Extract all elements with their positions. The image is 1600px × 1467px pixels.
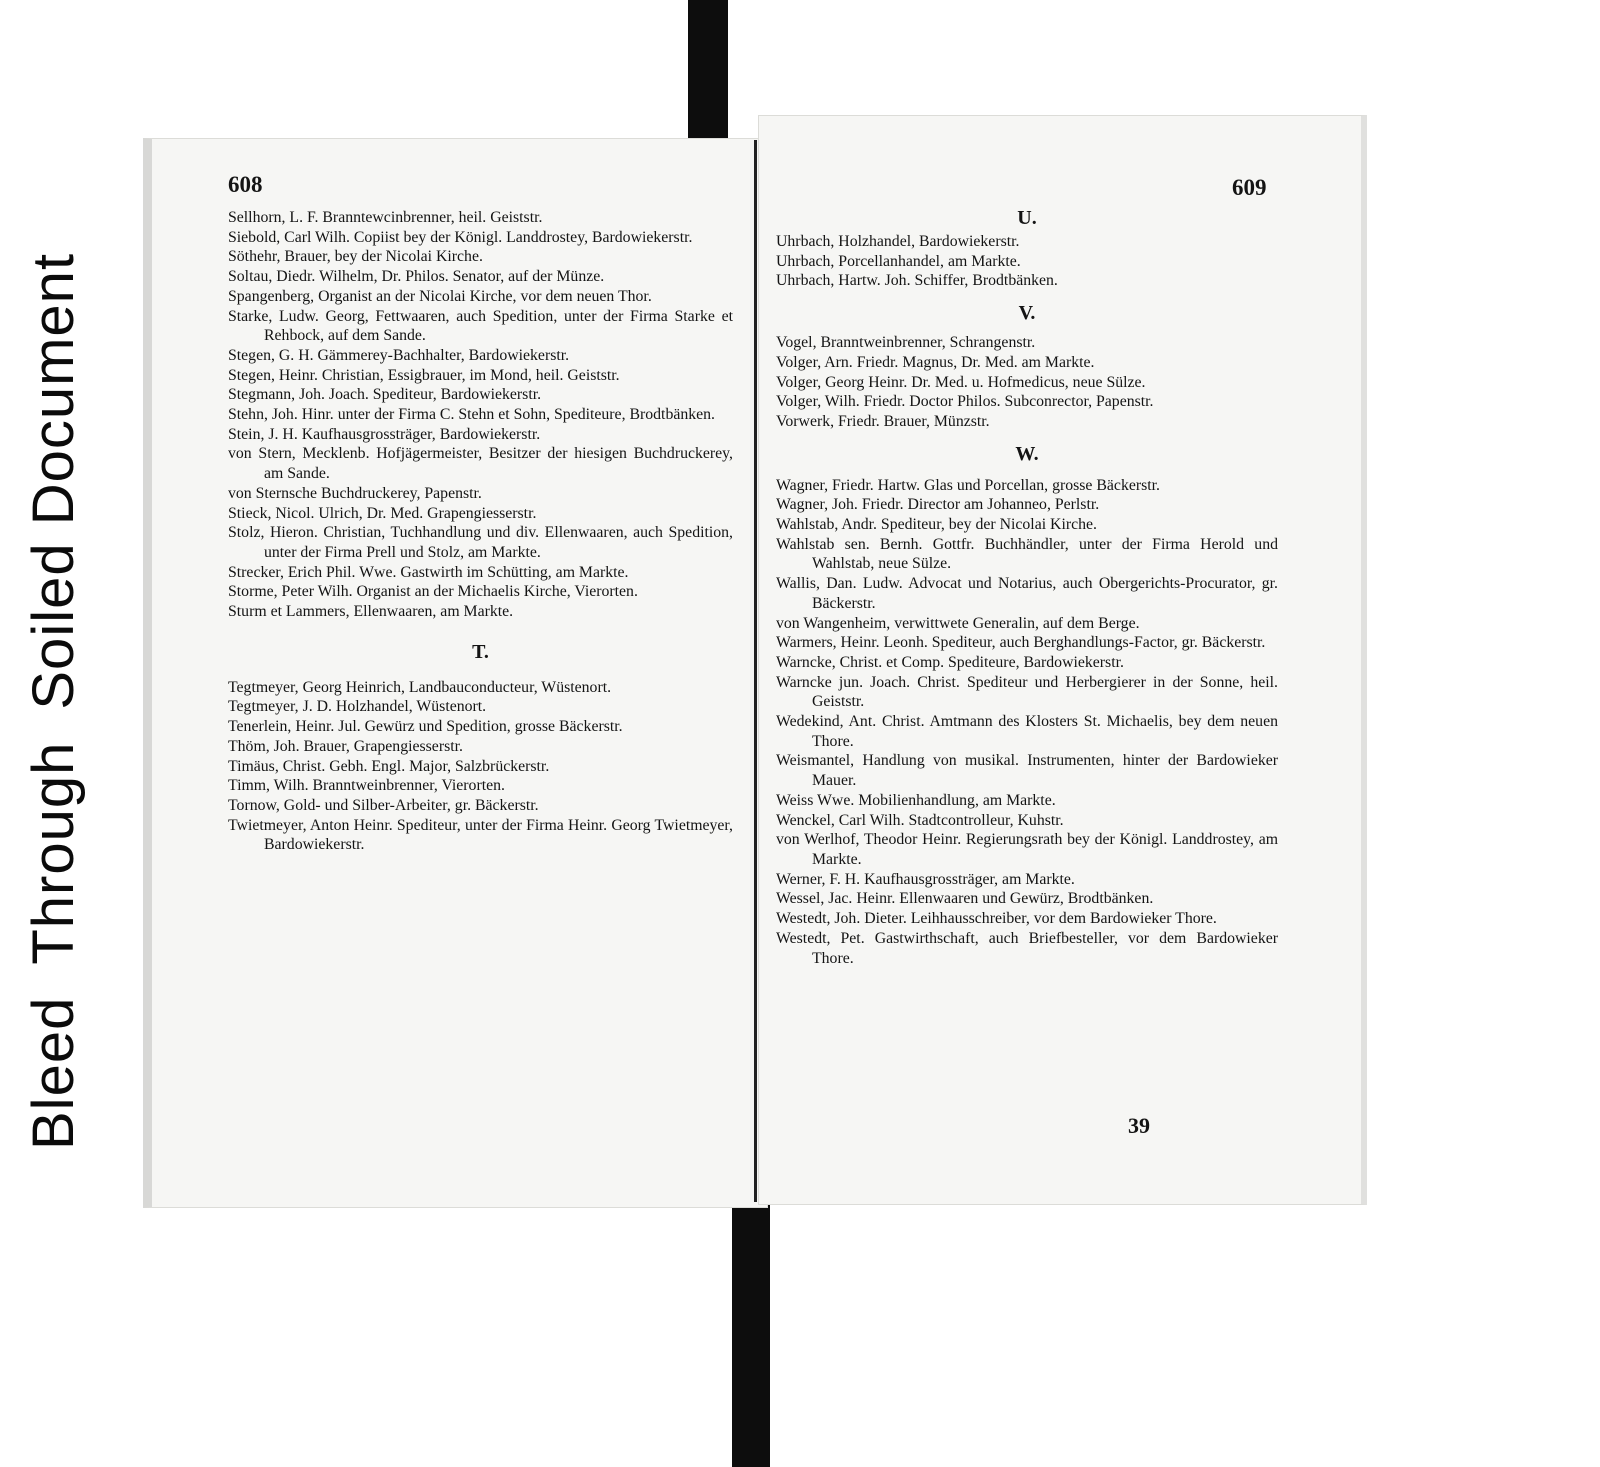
stamp-bleed: Bleed	[21, 996, 86, 1150]
signature-mark: 39	[1128, 1113, 1150, 1138]
directory-entry: Storme, Peter Wilh. Organist an der Michaelis Kirche, Vierorten.	[228, 583, 638, 601]
directory-entry: Stieck, Nicol. Ulrich, Dr. Med. Grapengiesserstr.	[228, 504, 537, 522]
entries-w	[776, 476, 1278, 969]
section-letter-u: U.	[1017, 207, 1037, 229]
directory-entry: Warncke jun. Joach. Christ. Spediteur und Herbergierer in der Sonne, heil. Geiststr.	[776, 673, 1278, 711]
directory-entry: Werner, F. H. Kaufhausgrossträger, am Markte.	[776, 870, 1075, 888]
spine-shadow-top	[688, 0, 728, 145]
directory-entry: Westedt, Pet. Gastwirthschaft, auch Briefbesteller, vor dem Bardowieker Thore.	[776, 929, 1278, 967]
section-letter-v: V.	[1018, 302, 1036, 325]
section-letter-t: T.	[472, 640, 489, 663]
directory-entry: Stolz, Hieron. Christian, Tuchhandlung und div. Ellenwaaren, auch Spedition, unter der Firma Prell und Stolz, am Markte.	[228, 524, 733, 561]
right-page-number: 609	[1232, 175, 1267, 200]
directory-entry: Vogel, Branntweinbrenner, Schrangenstr.	[776, 334, 1036, 352]
directory-entry: Volger, Arn. Friedr. Magnus, Dr. Med. am Markte.	[776, 353, 1095, 371]
directory-entry: Tenerlein, Heinr. Jul. Gewürz und Spedition, grosse Bäckerstr.	[228, 718, 623, 736]
directory-entry: Weismantel, Handlung von musikal. Instrumenten, hinter der Bardowieker Mauer.	[776, 752, 1278, 790]
directory-entry: Westedt, Joh. Dieter. Leihhausschreiber, vor dem Bardowieker Thore.	[776, 910, 1217, 928]
directory-entry: Spangenberg, Organist an der Nicolai Kirche, vor dem neuen Thor.	[228, 287, 652, 305]
directory-entry: Volger, Wilh. Friedr. Doctor Philos. Subconrector, Papenstr.	[776, 393, 1154, 411]
directory-entry: von Stern, Mecklenb. Hofjägermeister, Besitzer der hiesigen Buchdruckerey, am Sande.	[228, 445, 733, 483]
directory-entry: Wessel, Jac. Heinr. Ellenwaaren und Gewürz, Brodtbänken.	[776, 890, 1154, 908]
directory-entry: Uhrbach, Porcellanhandel, am Markte.	[776, 252, 1021, 270]
book-gutter	[754, 140, 757, 1202]
entries-u	[776, 232, 1278, 291]
directory-entry: Warncke, Christ. et Comp. Spediteure, Bardowiekerstr.	[776, 653, 1124, 671]
directory-entry: Stegen, G. H. Gämmerey-Bachhalter, Bardowiekerstr.	[228, 346, 570, 364]
directory-entry: von Sternsche Buchdruckerey, Papenstr.	[228, 484, 482, 502]
directory-entry: Tegtmeyer, Georg Heinrich, Landbauconducteur, Wüstenort.	[228, 678, 612, 696]
scanner-stamp	[20, 221, 87, 1150]
directory-entry: Timm, Wilh. Branntweinbrenner, Vierorten.	[228, 777, 505, 795]
directory-entry: Weiss Wwe. Mobilienhandlung, am Markte.	[776, 791, 1056, 809]
directory-entry: Wallis, Dan. Ludw. Advocat und Notarius, auch Obergerichts-Procurator, gr. Bäckerstr.	[776, 575, 1278, 612]
directory-entry: Uhrbach, Holzhandel, Bardowiekerstr.	[776, 233, 1020, 250]
entries-s	[228, 208, 733, 622]
directory-entry: Wedekind, Ant. Christ. Amtmann des Klosters St. Michaelis, bey dem neuen Thore.	[776, 713, 1278, 750]
directory-entry: Wagner, Friedr. Hartw. Glas und Porcellan, grosse Bäckerstr.	[776, 476, 1160, 494]
directory-entry: Sellhorn, L. F. Branntewcinbrenner, heil. Geiststr.	[228, 209, 543, 226]
directory-entry: von Werlhof, Theodor Heinr. Regierungsrath bey der Königl. Landdrostey, am Markte.	[776, 831, 1278, 868]
directory-entry: Twietmeyer, Anton Heinr. Spediteur, unter der Firma Heinr. Georg Twietmeyer, Bardowiekerstr.	[228, 816, 733, 854]
left-page-text	[228, 208, 733, 855]
directory-entry: Thöm, Joh. Brauer, Grapengiesserstr.	[228, 737, 463, 755]
directory-entry: Tegtmeyer, J. D. Holzhandel, Wüstenort.	[228, 698, 487, 716]
directory-entry: Siebold, Carl Wilh. Copiist bey der Königl. Landdrostey, Bardowiekerstr.	[228, 228, 693, 246]
stamp-soiled-document: Soiled Document	[21, 252, 86, 710]
directory-entry: Tornow, Gold- und Silber-Arbeiter, gr. Bäckerstr.	[228, 796, 539, 814]
directory-entry: Wenckel, Carl Wilh. Stadtcontrolleur, Kuhstr.	[776, 811, 1064, 829]
right-page-text	[776, 207, 1278, 968]
entries-v	[776, 333, 1278, 432]
directory-entry: Söthehr, Brauer, bey der Nicolai Kirche.	[228, 248, 483, 266]
directory-entry: Timäus, Christ. Gebh. Engl. Major, Salzbrückerstr.	[228, 757, 550, 775]
left-page-number: 608	[228, 172, 263, 197]
stamp-through: Through	[21, 741, 86, 965]
section-letter-w: W.	[1015, 442, 1039, 465]
directory-entry: von Wangenheim, verwittwete Generalin, auf dem Berge.	[776, 614, 1140, 632]
directory-entry: Starke, Ludw. Georg, Fettwaaren, auch Spedition, unter der Firma Starke et Rehbock, auf dem Sande.	[228, 307, 733, 345]
spine-shadow-bottom	[732, 1198, 770, 1467]
directory-entry: Uhrbach, Hartw. Joh. Schiffer, Brodtbänken.	[776, 272, 1058, 290]
directory-entry: Wagner, Joh. Friedr. Director am Johanneo, Perlstr.	[776, 496, 1100, 514]
directory-entry: Stein, J. H. Kaufhausgrossträger, Bardowiekerstr.	[228, 425, 541, 443]
directory-entry: Wahlstab, Andr. Spediteur, bey der Nicolai Kirche.	[776, 516, 1097, 534]
entries-t	[228, 678, 733, 855]
directory-entry: Volger, Georg Heinr. Dr. Med. u. Hofmedicus, neue Sülze.	[776, 373, 1146, 391]
directory-entry: Warmers, Heinr. Leonh. Spediteur, auch Berghandlungs-Factor, gr. Bäckerstr.	[776, 634, 1266, 652]
directory-entry: Stehn, Joh. Hinr. unter der Firma C. Stehn et Sohn, Spediteure, Brodtbänken.	[228, 406, 716, 424]
directory-entry: Stegmann, Joh. Joach. Spediteur, Bardowiekerstr.	[228, 386, 542, 404]
directory-entry: Vorwerk, Friedr. Brauer, Münzstr.	[776, 412, 990, 430]
directory-entry: Sturm et Lammers, Ellenwaaren, am Markte.	[228, 603, 514, 621]
directory-entry: Strecker, Erich Phil. Wwe. Gastwirth im Schütting, am Markte.	[228, 563, 629, 581]
directory-entry: Stegen, Heinr. Christian, Essigbrauer, im Mond, heil. Geiststr.	[228, 366, 620, 384]
directory-entry: Soltau, Diedr. Wilhelm, Dr. Philos. Senator, auf der Münze.	[228, 268, 605, 286]
directory-entry: Wahlstab sen. Bernh. Gottfr. Buchhändler, unter der Firma Herold und Wahlstab, neue Sülze.	[776, 535, 1278, 573]
